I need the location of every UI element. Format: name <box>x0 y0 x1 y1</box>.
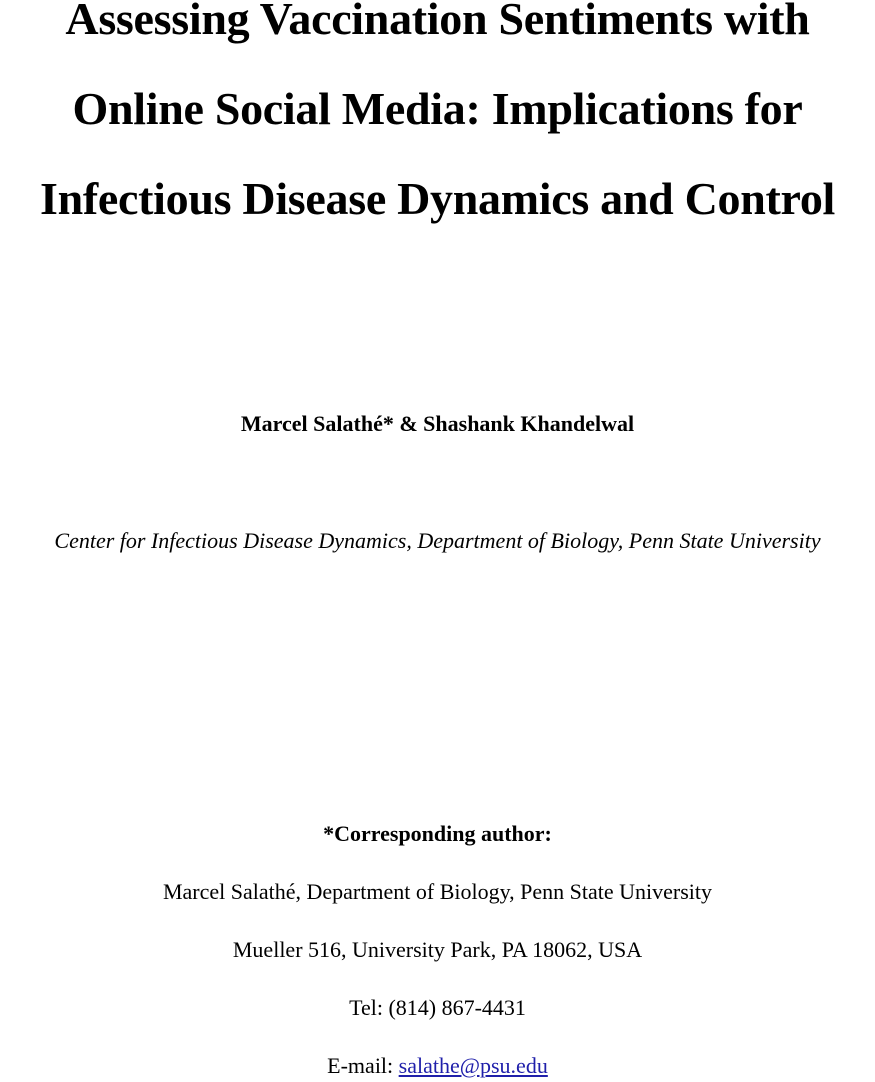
title-line-1: Assessing Vaccination Sentiments with <box>65 0 810 44</box>
author-list: Marcel Salathé* & Shashank Khandelwal <box>240 411 635 436</box>
corresponding-author-phone: Tel: (814) 867-4431 <box>349 995 526 1020</box>
corresponding-author-heading: *Corresponding author: <box>323 821 552 846</box>
title-line-3: Infectious Disease Dynamics and Control <box>39 173 836 224</box>
corresponding-author-name: Marcel Salathé, Department of Biology, Penn State University <box>162 879 713 904</box>
corresponding-author-email-line <box>0 1053 875 1079</box>
title-line-2: Online Social Media: Implications for <box>72 83 803 134</box>
email-label: E-mail: <box>327 1053 399 1078</box>
email-link[interactable]: salathe@psu.edu <box>398 1053 548 1078</box>
affiliation: Center for Infectious Disease Dynamics, Department of Biology, Penn State University <box>54 528 821 553</box>
corresponding-author-address: Mueller 516, University Park, PA 18062, USA <box>232 937 643 962</box>
